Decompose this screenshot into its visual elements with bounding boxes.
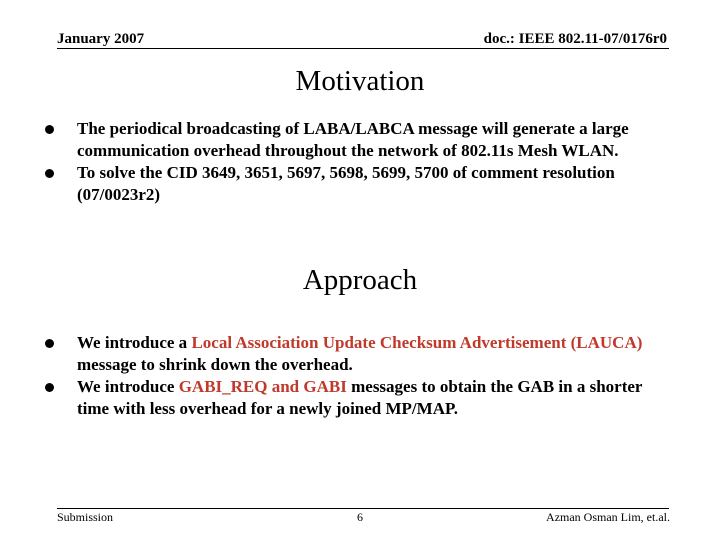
header-doc-id: doc.: IEEE 802.11-07/0176r0 — [483, 31, 667, 47]
highlight-lauca: Local Association Update Checksum Advertisement (LAUCA) — [191, 333, 643, 352]
bullet-dot-icon — [45, 125, 54, 134]
motivation-bullet-list — [0, 118, 720, 206]
footer-divider — [57, 508, 669, 509]
list-item — [0, 376, 677, 420]
bullet-dot-icon — [45, 169, 54, 178]
header-date: January 2007 — [57, 31, 145, 47]
section-title-motivation: Motivation — [295, 65, 425, 97]
list-item — [0, 118, 677, 162]
bullet-text-post: message to shrink down the overhead. — [77, 355, 353, 374]
footer-author: Azman Osman Lim, et.al. — [546, 510, 670, 524]
list-item — [0, 332, 677, 376]
bullet-dot-icon — [45, 339, 54, 348]
bullet-text-pre: We introduce — [77, 377, 179, 396]
footer-submission: Submission — [57, 510, 114, 524]
bullet-text: To solve the CID 3649, 3651, 5697, 5698, 5699, 5700 of comment resolution (07/0023r2) — [77, 163, 615, 204]
bullet-text: The periodical broadcasting of LABA/LABCA message will generate a large communication overhead throughout the network of 802.11s Mesh WLAN. — [77, 119, 629, 160]
header-divider — [57, 48, 669, 49]
section-title-approach: Approach — [302, 264, 418, 296]
bullet-dot-icon — [45, 383, 54, 392]
bullet-text-pre: We introduce a — [77, 333, 192, 352]
approach-bullet-list — [0, 332, 720, 420]
list-item — [0, 162, 677, 206]
bullet-text-post: messages to obtain the GAB in a shorter time with less overhead for a newly joined MP/MAP. — [77, 377, 643, 418]
highlight-gabi: GABI_REQ and GABI — [178, 377, 347, 396]
page-number: 6 — [357, 510, 363, 524]
